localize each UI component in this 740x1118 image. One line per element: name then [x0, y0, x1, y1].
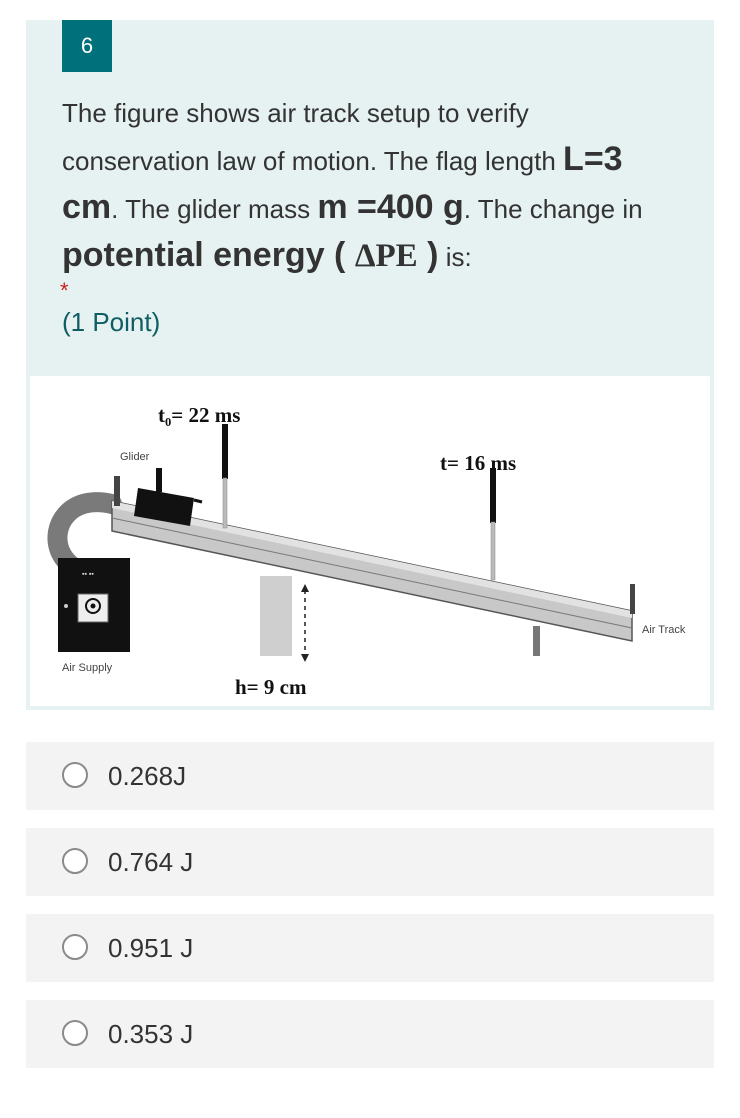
- photogate-2-sensor: [490, 468, 496, 523]
- option-2-label: 0.764 J: [108, 847, 194, 877]
- air-track-groove: [112, 518, 632, 628]
- photogate-2-pole: [491, 522, 495, 580]
- photogate-1-sensor: [222, 424, 228, 479]
- option-1-label: 0.268J: [108, 761, 187, 791]
- question-text: [62, 90, 682, 280]
- glider-bumper: [194, 500, 202, 502]
- t0-label: t₀= 22 ms: [158, 403, 241, 427]
- question-card: [26, 20, 714, 710]
- required-marker: *: [60, 278, 69, 303]
- option-1-radio[interactable]: [62, 762, 88, 788]
- height-arrow-down-icon: [301, 654, 309, 662]
- left-end-stop: [114, 476, 120, 506]
- question-number: 6: [62, 20, 112, 72]
- potential-energy-label: potential energy (: [62, 236, 355, 274]
- air-supply-label: Air Supply: [62, 662, 113, 674]
- option-3-label: 0.951 J: [108, 933, 194, 963]
- track-leg: [533, 626, 540, 656]
- height-arrow-up-icon: [301, 584, 309, 592]
- air-supply-dial-center: [91, 604, 96, 609]
- t-label: t= 16 ms: [440, 451, 517, 475]
- glider-flag: [156, 468, 162, 492]
- flag-length-value: L=3 cm: [62, 140, 623, 226]
- air-supply-badge: ▪▪ ▪▪: [82, 571, 94, 578]
- air-track-label: Air Track: [642, 624, 686, 636]
- glider-label: Glider: [120, 451, 150, 463]
- potential-energy-close: ): [417, 236, 439, 274]
- air-supply-led: [64, 604, 68, 608]
- h-label: h= 9 cm: [235, 675, 307, 699]
- question-text-part1: The figure shows air track setup to verify conservation law of motion. The flag length: [62, 98, 564, 176]
- glider-mass-value: m =400 g: [317, 188, 464, 226]
- option-2-radio[interactable]: [62, 848, 88, 874]
- question-text-part3: . The change in: [463, 194, 643, 224]
- question-text-part2: . The glider mass: [111, 194, 318, 224]
- option-2[interactable]: [26, 828, 714, 896]
- option-3-radio[interactable]: [62, 934, 88, 960]
- option-1[interactable]: [26, 742, 714, 810]
- photogate-1-pole: [223, 478, 227, 528]
- points-label: (1 Point): [62, 307, 161, 337]
- air-track-figure: [30, 376, 710, 706]
- option-4-radio[interactable]: [62, 1020, 88, 1046]
- right-end-stop: [630, 584, 635, 614]
- option-3[interactable]: [26, 914, 714, 982]
- delta-pe-symbol: ΔPE: [354, 238, 418, 274]
- support-stand: [260, 576, 292, 656]
- air-track-diagram: [30, 376, 710, 706]
- option-4[interactable]: [26, 1000, 714, 1068]
- question-text-part4: is:: [438, 242, 472, 272]
- option-4-label: 0.353 J: [108, 1019, 194, 1049]
